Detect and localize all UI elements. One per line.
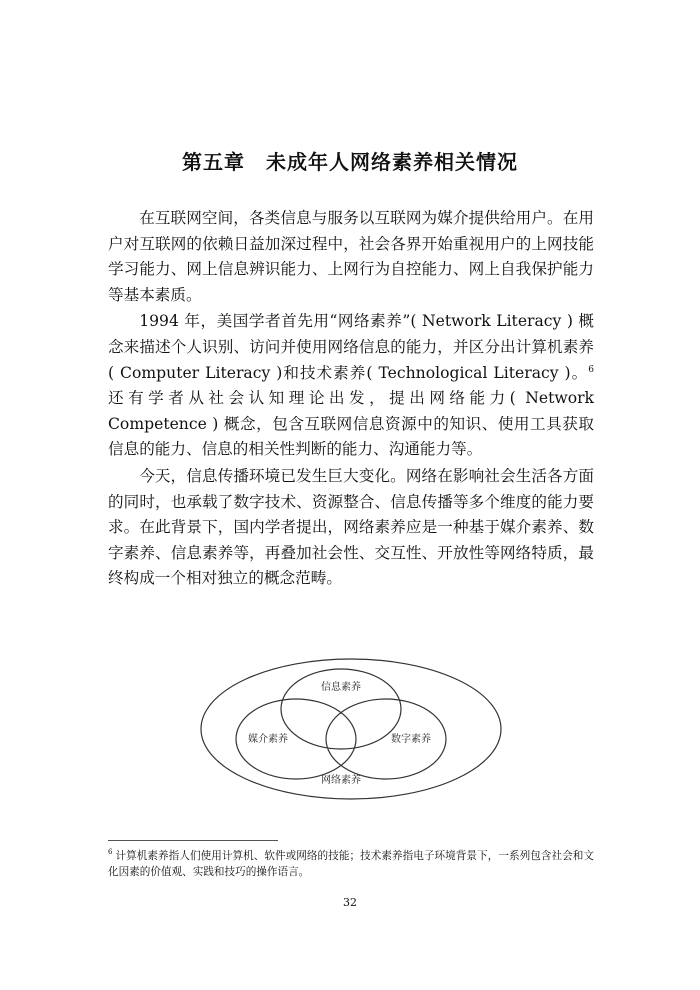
footnote-separator: [108, 840, 278, 841]
paragraph-2-tail: 还有学者从社会认知理论出发，提出网络能力( Network Competence ) 概念，包含互联网信息资源中的知识、使用工具获取信息的能力、信息的相关性判断的能力、沟通能力等。: [108, 389, 594, 459]
footnote: [108, 848, 594, 880]
paragraph-1: 在互联网空间，各类信息与服务以互联网为媒介提供给用户。在用户对互联网的依赖日益加深过程中，社会各界开始重视用户的上网技能学习能力、网上信息辨识能力、上网行为自控能力、网上自我保护能力等基本素质。: [108, 209, 594, 304]
information-literacy-label: 信息素养: [321, 682, 361, 693]
media-literacy-label: 媒介素养: [248, 734, 288, 745]
information-literacy-circle: [281, 669, 401, 749]
network-literacy-label: 网络素养: [321, 775, 361, 786]
literacy-venn-diagram: [196, 652, 506, 802]
page-number: 32: [343, 896, 357, 909]
venn-diagram-svg: [196, 652, 506, 802]
chapter-title: 第五章 未成年人网络素养相关情况: [182, 150, 518, 174]
footnote-text: 计算机素养指人们使用计算机、软件或网络的技能；技术素养指电子环境背景下，一系列包含社会和文化因素的价值观、实践和技巧的操作语言。: [108, 850, 594, 878]
body-text: [108, 206, 594, 593]
paragraph-2: [108, 309, 594, 463]
paragraph-3: 今天，信息传播环境已发生巨大变化。网络在影响社会生活各方面的同时，也承载了数字技术、资源整合、信息传播等多个维度的能力要求。在此背景下，国内学者提出，网络素养应是一种基于媒介素养、数字素养、信息素养等，再叠加社会性、交互性、开放性等网络特质，最终构成一个相对独立的概念范畴。: [108, 466, 594, 588]
paragraph-2-main: 1994 年，美国学者首先用“网络素养”( Network Literacy ) 概念来描述个人识别、访问并使用网络信息的能力，并区分出计算机素养( Computer Literacy )和技术素养( Technological Literacy )。: [108, 312, 594, 382]
digital-literacy-label: 数字素养: [391, 734, 431, 745]
footnote-number: 6: [108, 848, 113, 857]
footnote-reference[interactable]: 6: [588, 364, 594, 375]
